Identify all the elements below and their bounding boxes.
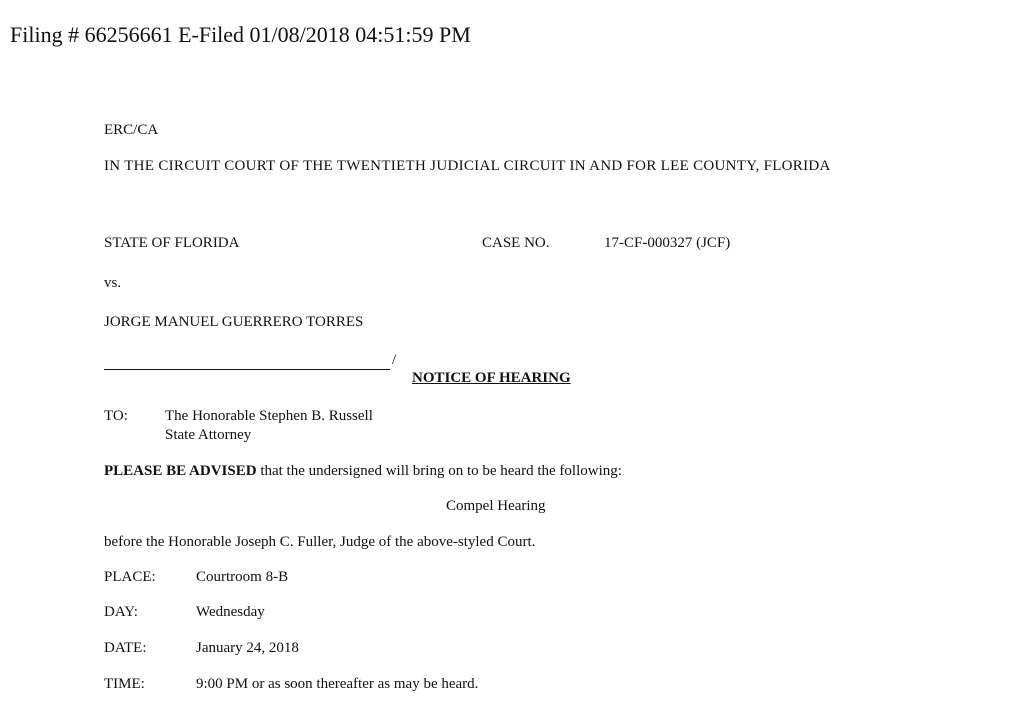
court-heading: IN THE CIRCUIT COURT OF THE TWENTIETH JUDICIAL CIRCUIT IN AND FOR LEE COUNTY, FLORIDA bbox=[104, 158, 831, 174]
detail-label-time: TIME: bbox=[104, 676, 145, 692]
advised-rest: that the undersigned will bring on to be heard the following: bbox=[256, 463, 622, 479]
case-label: CASE NO. bbox=[482, 235, 550, 251]
notice-title: NOTICE OF HEARING bbox=[412, 370, 571, 386]
detail-value-time: 9:00 PM or as soon thereafter as may be heard. bbox=[196, 676, 479, 692]
advised-bold: PLEASE BE ADVISED bbox=[104, 463, 257, 479]
advised-paragraph bbox=[104, 462, 622, 480]
to-name: The Honorable Stephen B. Russell bbox=[165, 408, 373, 424]
hearing-type: Compel Hearing bbox=[446, 498, 546, 514]
defendant: JORGE MANUEL GUERRERO TORRES bbox=[104, 314, 364, 330]
to-label: TO: bbox=[104, 408, 128, 424]
initials: ERC/CA bbox=[104, 122, 159, 138]
signature-line bbox=[104, 369, 390, 370]
detail-value-day: Wednesday bbox=[196, 604, 265, 620]
before-text: before the Honorable Joseph C. Fuller, Judge of the above-styled Court. bbox=[104, 534, 536, 550]
versus: vs. bbox=[104, 275, 122, 291]
detail-label-date: DATE: bbox=[104, 640, 147, 656]
line-slash: / bbox=[392, 352, 397, 368]
to-title: State Attorney bbox=[165, 427, 252, 443]
case-number: 17-CF-000327 (JCF) bbox=[604, 235, 731, 251]
detail-label-day: DAY: bbox=[104, 604, 138, 620]
detail-value-date: January 24, 2018 bbox=[196, 640, 299, 656]
detail-label-place: PLACE: bbox=[104, 569, 156, 585]
detail-value-place: Courtroom 8-B bbox=[196, 569, 289, 585]
filing-stamp: Filing # 66256661 E-Filed 01/08/2018 04:51:59 PM bbox=[10, 22, 471, 47]
plaintiff: STATE OF FLORIDA bbox=[104, 235, 240, 251]
